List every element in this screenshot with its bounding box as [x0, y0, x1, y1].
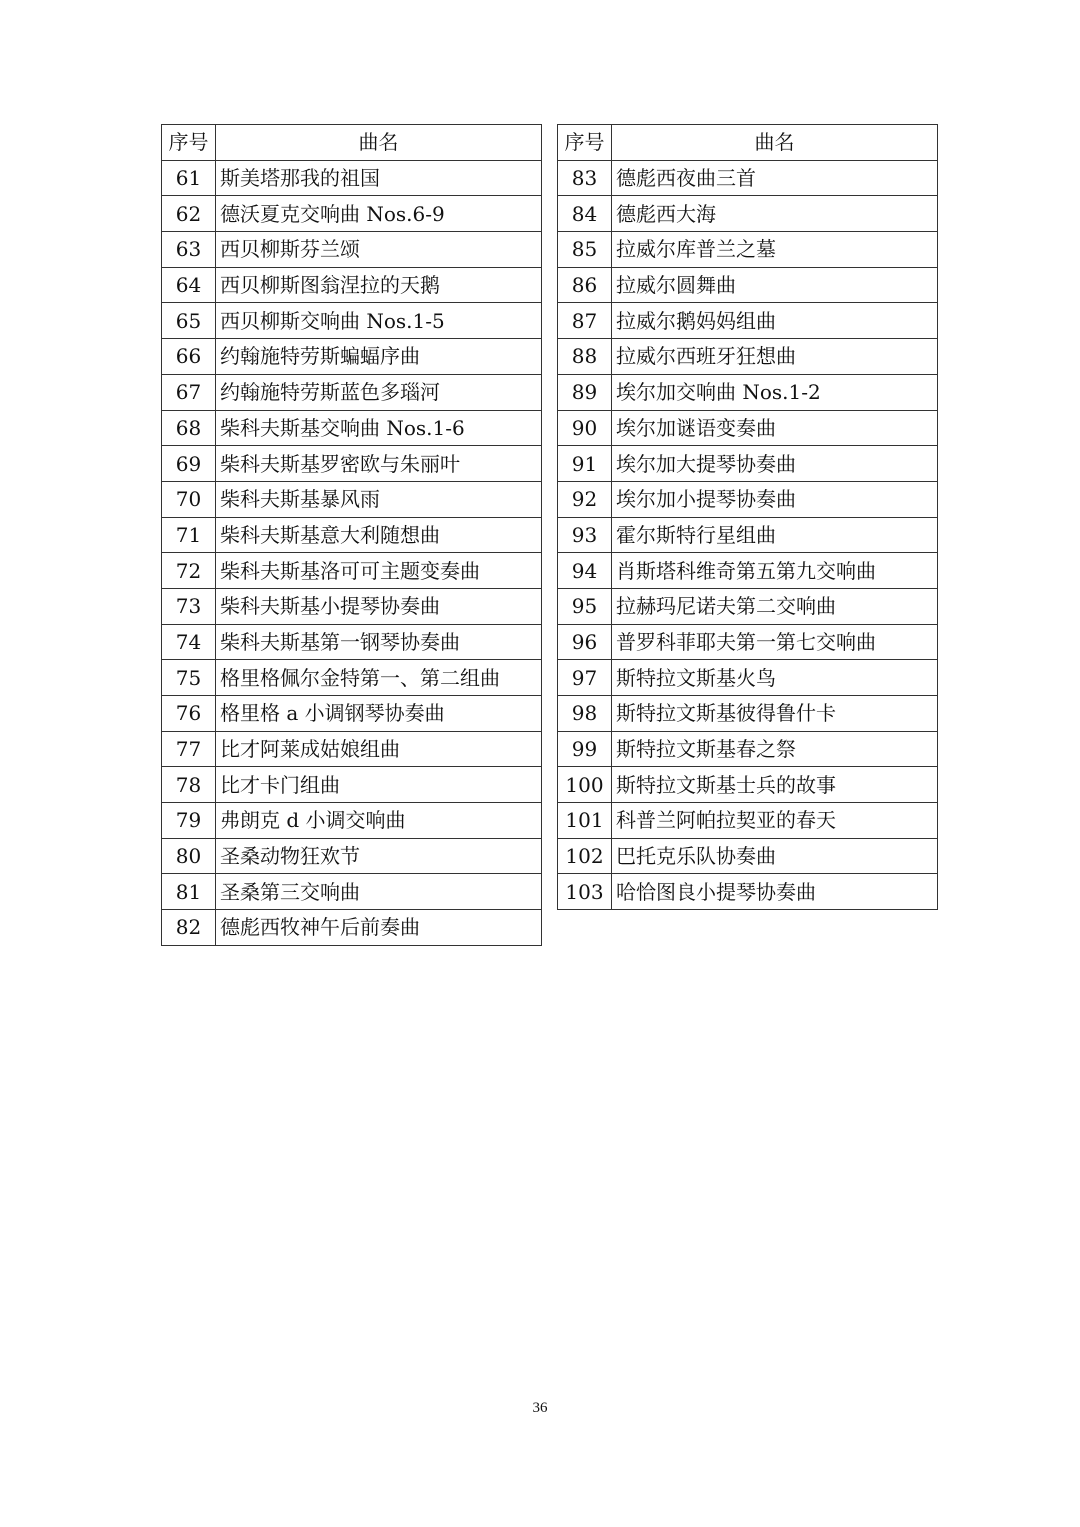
piece-name-cell: 弗朗克 d 小调交响曲 [216, 803, 542, 839]
page-number: 36 [532, 1400, 548, 1416]
piece-name-cell: 圣桑动物狂欢节 [216, 838, 542, 874]
row-number-cell: 75 [162, 660, 216, 696]
row-number-cell: 78 [162, 767, 216, 803]
row-number-cell: 100 [558, 767, 612, 803]
row-number-cell: 77 [162, 731, 216, 767]
row-number-cell: 87 [558, 303, 612, 339]
table-row [162, 588, 542, 624]
piece-name-cell: 普罗科菲耶夫第一第七交响曲 [612, 624, 938, 660]
table-row [162, 660, 542, 696]
table-row [558, 624, 938, 660]
piece-name-cell: 拉赫玛尼诺夫第二交响曲 [612, 588, 938, 624]
row-number-cell: 86 [558, 267, 612, 303]
table-row [558, 339, 938, 375]
table-row [162, 196, 542, 232]
table-row [558, 553, 938, 589]
table-row [162, 553, 542, 589]
piece-name-cell: 埃尔加大提琴协奏曲 [612, 446, 938, 482]
row-number-cell: 85 [558, 232, 612, 268]
row-number-cell: 68 [162, 410, 216, 446]
row-number-cell: 88 [558, 339, 612, 375]
piece-name-cell: 格里格佩尔金特第一、第二组曲 [216, 660, 542, 696]
table-row [162, 339, 542, 375]
piece-name-cell: 柴科夫斯基交响曲 Nos.1-6 [216, 410, 542, 446]
row-number-cell: 89 [558, 374, 612, 410]
row-number-cell: 72 [162, 553, 216, 589]
table-row [558, 267, 938, 303]
piece-name-cell: 格里格 a 小调钢琴协奏曲 [216, 696, 542, 732]
row-number-cell: 62 [162, 196, 216, 232]
piece-name-cell: 埃尔加谜语变奏曲 [612, 410, 938, 446]
row-number-cell: 79 [162, 803, 216, 839]
table-row [558, 196, 938, 232]
table-row [162, 303, 542, 339]
table-row [558, 303, 938, 339]
row-number-cell: 92 [558, 481, 612, 517]
row-number-cell: 66 [162, 339, 216, 375]
table-row [162, 696, 542, 732]
table-row [162, 481, 542, 517]
row-number-cell: 81 [162, 874, 216, 910]
piece-name-cell: 斯美塔那我的祖国 [216, 160, 542, 196]
piece-name-cell: 柴科夫斯基第一钢琴协奏曲 [216, 624, 542, 660]
piece-name-cell: 约翰施特劳斯蓝色多瑙河 [216, 374, 542, 410]
row-number-cell: 63 [162, 232, 216, 268]
piece-name-cell: 柴科夫斯基洛可可主题变奏曲 [216, 553, 542, 589]
piece-name-cell: 西贝柳斯图翁涅拉的天鹅 [216, 267, 542, 303]
piece-name-cell: 西贝柳斯芬兰颂 [216, 232, 542, 268]
header-num: 序号 [162, 125, 216, 161]
table-row [558, 517, 938, 553]
table-row [558, 731, 938, 767]
table-row [558, 767, 938, 803]
table-row [558, 803, 938, 839]
piece-name-cell: 拉威尔西班牙狂想曲 [612, 339, 938, 375]
table-row [162, 160, 542, 196]
row-number-cell: 82 [162, 910, 216, 946]
row-number-cell: 94 [558, 553, 612, 589]
row-number-cell: 84 [558, 196, 612, 232]
row-number-cell: 73 [162, 588, 216, 624]
piece-name-cell: 斯特拉文斯基火鸟 [612, 660, 938, 696]
table-row [558, 160, 938, 196]
piece-name-cell: 柴科夫斯基小提琴协奏曲 [216, 588, 542, 624]
piece-name-cell: 斯特拉文斯基士兵的故事 [612, 767, 938, 803]
table-row [162, 374, 542, 410]
piece-name-cell: 柴科夫斯基罗密欧与朱丽叶 [216, 446, 542, 482]
row-number-cell: 67 [162, 374, 216, 410]
table-row [558, 696, 938, 732]
piece-name-cell: 约翰施特劳斯蝙蝠序曲 [216, 339, 542, 375]
table-row [162, 838, 542, 874]
piece-name-cell: 德彪西大海 [612, 196, 938, 232]
table-row [558, 481, 938, 517]
piece-name-cell: 肖斯塔科维奇第五第九交响曲 [612, 553, 938, 589]
row-number-cell: 71 [162, 517, 216, 553]
piece-name-cell: 科普兰阿帕拉契亚的春天 [612, 803, 938, 839]
music-list-table-right [557, 124, 938, 910]
music-list-table-left [161, 124, 542, 946]
piece-name-cell: 拉威尔库普兰之墓 [612, 232, 938, 268]
piece-name-cell: 柴科夫斯基暴风雨 [216, 481, 542, 517]
header-num: 序号 [558, 125, 612, 161]
piece-name-cell: 埃尔加小提琴协奏曲 [612, 481, 938, 517]
table-body-right [558, 160, 938, 909]
table-header-row [558, 125, 938, 161]
table-row [558, 874, 938, 910]
table-row [558, 838, 938, 874]
table-row [162, 446, 542, 482]
table-row [162, 731, 542, 767]
row-number-cell: 74 [162, 624, 216, 660]
table-row [162, 910, 542, 946]
row-number-cell: 96 [558, 624, 612, 660]
piece-name-cell: 比才卡门组曲 [216, 767, 542, 803]
row-number-cell: 102 [558, 838, 612, 874]
piece-name-cell: 哈恰图良小提琴协奏曲 [612, 874, 938, 910]
row-number-cell: 95 [558, 588, 612, 624]
table-row [162, 803, 542, 839]
table-row [558, 588, 938, 624]
row-number-cell: 64 [162, 267, 216, 303]
piece-name-cell: 德沃夏克交响曲 Nos.6-9 [216, 196, 542, 232]
piece-name-cell: 斯特拉文斯基彼得鲁什卡 [612, 696, 938, 732]
table-row [558, 410, 938, 446]
table-row [162, 624, 542, 660]
piece-name-cell: 斯特拉文斯基春之祭 [612, 731, 938, 767]
row-number-cell: 103 [558, 874, 612, 910]
table-row [558, 446, 938, 482]
table-row [162, 874, 542, 910]
row-number-cell: 76 [162, 696, 216, 732]
table-body-left [162, 160, 542, 945]
piece-name-cell: 拉威尔圆舞曲 [612, 267, 938, 303]
table-header-row [162, 125, 542, 161]
row-number-cell: 65 [162, 303, 216, 339]
piece-name-cell: 西贝柳斯交响曲 Nos.1-5 [216, 303, 542, 339]
header-name: 曲名 [216, 125, 542, 161]
table-row [162, 767, 542, 803]
piece-name-cell: 霍尔斯特行星组曲 [612, 517, 938, 553]
header-name: 曲名 [612, 125, 938, 161]
piece-name-cell: 柴科夫斯基意大利随想曲 [216, 517, 542, 553]
piece-name-cell: 比才阿莱成姑娘组曲 [216, 731, 542, 767]
piece-name-cell: 德彪西牧神午后前奏曲 [216, 910, 542, 946]
table-row [162, 267, 542, 303]
row-number-cell: 98 [558, 696, 612, 732]
row-number-cell: 90 [558, 410, 612, 446]
table-row [558, 232, 938, 268]
row-number-cell: 69 [162, 446, 216, 482]
row-number-cell: 101 [558, 803, 612, 839]
table-row [558, 660, 938, 696]
row-number-cell: 91 [558, 446, 612, 482]
piece-name-cell: 圣桑第三交响曲 [216, 874, 542, 910]
row-number-cell: 97 [558, 660, 612, 696]
table-row [558, 374, 938, 410]
piece-name-cell: 巴托克乐队协奏曲 [612, 838, 938, 874]
table-row [162, 517, 542, 553]
row-number-cell: 83 [558, 160, 612, 196]
table-row [162, 232, 542, 268]
row-number-cell: 61 [162, 160, 216, 196]
piece-name-cell: 拉威尔鹅妈妈组曲 [612, 303, 938, 339]
row-number-cell: 99 [558, 731, 612, 767]
piece-name-cell: 埃尔加交响曲 Nos.1-2 [612, 374, 938, 410]
row-number-cell: 80 [162, 838, 216, 874]
row-number-cell: 93 [558, 517, 612, 553]
table-row [162, 410, 542, 446]
piece-name-cell: 德彪西夜曲三首 [612, 160, 938, 196]
row-number-cell: 70 [162, 481, 216, 517]
